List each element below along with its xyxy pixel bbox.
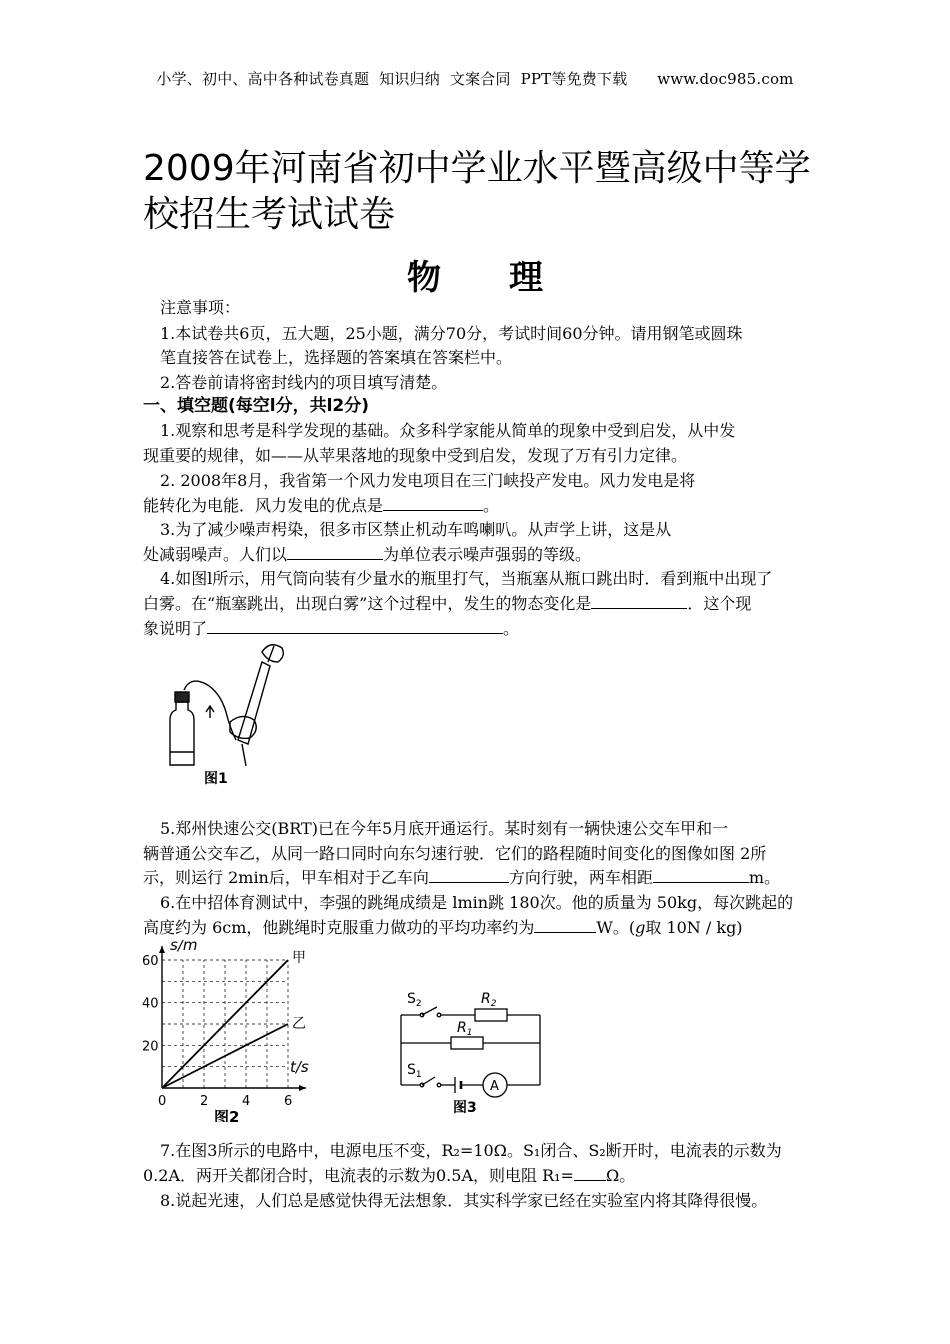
figure-2-svg [138,940,318,1122]
y-tick-label: 40 [142,996,159,1012]
answer-blank[interactable] [534,915,596,933]
question-6-line-1: 6.在中招体育测试中，李强的跳绳成绩是 lmin跳 180次。他的质量为 50kg，每次跳起的 [160,893,794,912]
page-header: 小学、初中、高中各种试卷真题 知识归纳 文案合同 PPT等免费下载 www.doc985.com [156,70,794,88]
question-2-line-1: 2. 2008年8月，我省第一个风力发电项目在三门峡投产发电。风力发电是将 [160,471,696,490]
resistor-r2 [475,1009,507,1021]
notice-heading: 注意事项： [160,298,241,317]
q2-end: 。 [483,496,500,515]
question-5-line-2: 辆普通公交车乙，从同一路口同时向东匀速行驶．它们的路程随时间变化的图像如图 2所 [143,844,767,863]
y-tick-label: 20 [142,1039,159,1055]
question-7-line-2 [143,1163,635,1189]
question-6-line-2 [143,915,743,941]
q5-text: 示，则运行 2min后，甲车相对于乙车向 [143,868,429,887]
label-r1: $R_1$ [457,1020,473,1038]
x-tick-label: 6 [284,1094,293,1109]
notice-item-2: 2.答卷前请将密封线内的项目填写清楚。 [160,373,448,392]
question-7-line-1: 7.在图3所示的电路中，电源电压不变，R₂=10Ω。S₁闭合、S₂断开时，电流表的示数为 [160,1141,782,1160]
bottle-stopper [175,692,189,702]
x-tick-label: 0 [158,1094,167,1109]
figure-2-chart [138,940,318,1122]
label-ammeter: A [490,1079,499,1094]
series-label-jia: 甲 [292,950,306,966]
y-axis-label: s/m [170,940,198,954]
exam-title-line-1: 2009年河南省初中学业水平暨高级中等学 [143,148,811,189]
question-1-line-1: 1.观察和思考是科学发现的基础。众多科学家能从简单的现象中受到启发，从中发 [160,421,736,440]
q5-mid: 方向行驶，两车相距 [508,868,653,887]
x-tick-label: 2 [200,1094,209,1109]
x-tick-label: 4 [242,1094,251,1109]
q2-text: 能转化为电能．风力发电的优点是 [143,496,384,515]
figure-3-circuit [395,985,550,1115]
question-5-line-3 [143,865,780,891]
answer-blank[interactable] [591,591,687,609]
switch-s1-blade [422,1077,435,1085]
q7-end: Ω。 [605,1166,636,1185]
figure-3-caption: 图3 [453,1100,477,1115]
q6-end: 取 10N / kg) [645,918,743,937]
q6-text: 高度约为 6cm，他跳绳时克服重力做功的平均功率约为 [143,918,535,937]
x-axis-label: t/s [290,1058,309,1076]
hose-arrow [206,706,214,718]
q4-text-2: 象说明了 [143,619,208,638]
switch-s2-blade [422,1007,437,1015]
pump-body [238,662,270,744]
answer-blank[interactable] [653,865,749,883]
q6-g-symbol: g [635,918,646,937]
question-4-line-2 [143,591,751,617]
section-1-heading: 一、填空题(每空l分，共l2分) [143,396,370,416]
answer-blank[interactable] [383,493,483,511]
figure-1-caption: 图1 [204,771,228,787]
y-tick-label: 60 [142,954,159,969]
bottle [170,702,194,765]
question-3-line-2 [143,542,591,568]
q7-text: 0.2A．两开关都闭合时，电流表的示数为0.5A，则电阻 R₁= [143,1166,574,1185]
label-r2: $R_2$ [481,991,497,1009]
figure-1-drawing [150,640,290,790]
figure-3-svg [395,985,550,1115]
resistor-r1 [451,1037,483,1049]
exam-title-line-2: 校招生考试试卷 [143,194,396,235]
switch-s1-contact-2 [437,1083,441,1087]
x-axis-arrow [299,1085,306,1091]
q3-end: 为单位表示噪声强弱的等级。 [383,545,592,564]
y-axis-arrow [159,946,165,953]
pump-nozzle [242,744,246,766]
notice-item-1: 1.本试卷共6页，五大题，25小题，满分70分，考试时间60分钟。请用钢笔或圆珠 [160,324,743,343]
figure-2-caption: 图2 [214,1108,240,1122]
question-1-line-2: 现重要的规律，如——从苹果落地的现象中受到启发，发现了万有引力定律。 [143,446,688,465]
hand-top [262,645,283,662]
question-4-line-1: 4.如图l所示，用气筒向装有少量水的瓶里打气，当瓶塞从瓶口跳出时．看到瓶中出现了 [160,569,773,588]
label-s1: $S_1$ [407,1062,422,1080]
q5-end: m。 [748,868,781,887]
notice-item-1-cont: 笔直接答在试卷上，选择题的答案填在答案栏中。 [160,348,513,367]
question-5-line-1: 5.郑州快速公交(BRT)已在今年5月底开通运行。某时刻有一辆快速公交车甲和一 [160,819,729,838]
q6-mid: W。( [596,918,636,937]
series-label-yi: 乙 [292,1016,306,1032]
question-8-line-1: 8.说起光速，人们总是感觉快得无法想象．其实科学家已经在实验室内将其降得很慢。 [160,1191,768,1210]
answer-blank[interactable] [429,865,509,883]
answer-blank[interactable] [287,542,383,560]
figure-1 [150,640,290,790]
q4-mid: ．这个现 [687,594,752,613]
subject-title: 物 理 [407,258,543,298]
exam-title [143,146,811,238]
q3-text: 处减弱噪声。人们以 [143,545,288,564]
answer-blank[interactable] [574,1163,606,1181]
answer-blank[interactable] [207,616,503,634]
question-4-line-3 [143,616,519,642]
question-3-line-1: 3.为了减少噪声枵染，很多市区禁止机动车鸣喇叭。从声学上讲，这是从 [160,520,672,539]
question-2-line-2 [143,493,499,519]
q4-text: 白雾。在“瓶塞跳出，出现白雾”这个过程中，发生的物态变化是 [143,594,592,613]
switch-s2-contact-2 [437,1013,441,1017]
label-s2: $S_2$ [407,991,422,1009]
q4-end: 。 [503,619,520,638]
